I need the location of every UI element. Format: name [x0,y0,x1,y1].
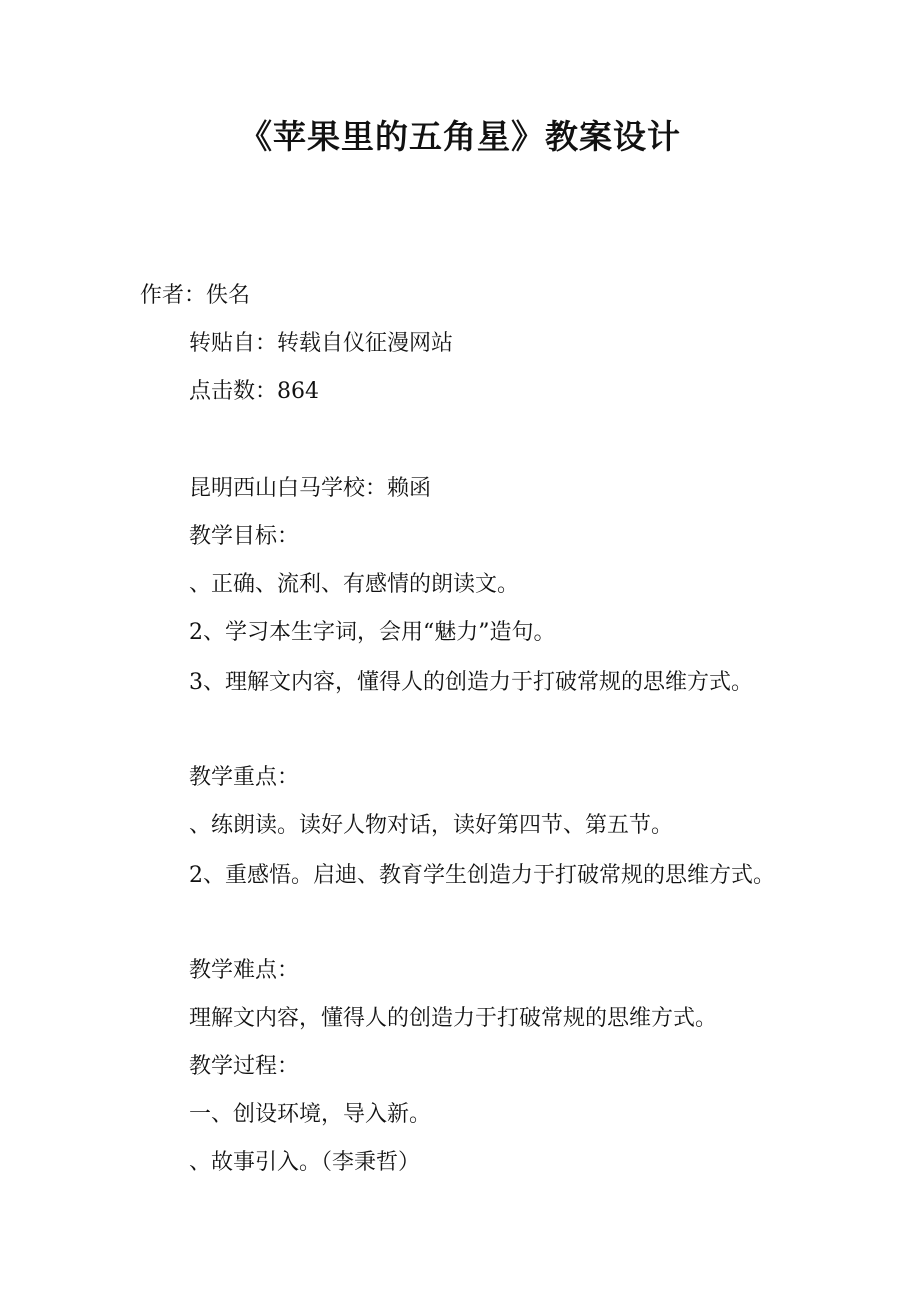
school-line: 昆明西山白马学校：赖函 [189,476,432,501]
difficulty-heading: 教学难点： [189,958,300,983]
process-heading: 教学过程： [189,1054,300,1079]
goal-item-2: 2、学习本生字词，会用“魅力”造句。 [189,620,556,645]
process-step-1-1: 、故事引入。（李秉哲） [189,1150,421,1175]
key-point-2: 2、重感悟。启迪、教育学生创造力于打破常规的思维方式。 [189,863,775,888]
document-title: 《苹果里的五角星》教案设计 [239,117,681,156]
process-step-1: 一、创设环境，导入新。 [189,1102,432,1127]
key-points-heading: 教学重点： [189,765,300,790]
source-line: 转贴自：转载自仪征漫网站 [189,331,454,356]
author-line: 作者：佚名 [140,283,251,308]
goal-item-3: 3、理解文内容，懂得人的创造力于打破常规的思维方式。 [189,670,753,695]
click-count-line: 点击数：864 [189,379,319,404]
goals-heading: 教学目标： [189,524,300,549]
goal-item-1: 、正确、流利、有感情的朗读文。 [189,572,520,597]
key-point-1: 、练朗读。读好人物对话，读好第四节、第五节。 [189,813,674,838]
difficulty-item-1: 理解文内容，懂得人的创造力于打破常规的思维方式。 [189,1006,718,1031]
